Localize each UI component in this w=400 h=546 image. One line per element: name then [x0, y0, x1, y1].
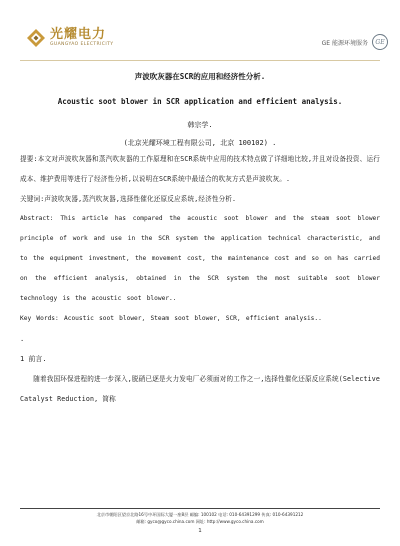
- logo-mark-icon: [26, 28, 46, 48]
- partner-text: GE 能源环境服务: [321, 39, 368, 47]
- keywords-cn-text: 声波吹灰器,蒸汽吹灰器,选择性催化还原反应系统,经济性分析.: [44, 195, 237, 203]
- keywords-en: [20, 309, 380, 329]
- article-body: [20, 70, 380, 409]
- section-1-heading: 1 前言.: [20, 355, 47, 363]
- article-title-cn: 声波吹灰器在SCR的应用和经济性分析.: [134, 72, 266, 81]
- blank-paragraph-mark: .: [20, 335, 25, 343]
- abstract-en-text: This article has compared the acoustic soot blower and the steam soot blower principle of work and use in the SCR system the application technical characteristic, and to the equipment investment, the movement cost, the maintenance cost and so on has carried on the efficient analysis, obtained in the SCR system the most suitable soot blower technology is the acoustic soot blower..: [20, 215, 380, 302]
- keywords-en-text: Acoustic soot blower, Steam soot blower, SCR, efficient analysis..: [64, 315, 322, 322]
- abstract-en-label: Abstract:: [20, 215, 54, 222]
- article-title-en: Acoustic soot blower in SCR application and efficient analysis.: [57, 97, 343, 106]
- abstract-cn-label: 提要:: [20, 155, 38, 163]
- page-footer: [20, 508, 380, 525]
- section-1-text: 随着我国环保进程的进一步深入,脱硝已逐是火力发电厂必须面对的工作之一,选择性催化还原反应系统(Selective Catalyst Reduction, 简称: [20, 375, 380, 403]
- header-divider: [20, 60, 380, 61]
- keywords-cn: [20, 189, 380, 209]
- footer-address: 北京市朝阳区望京北路16号中环国际大厦一座8层 邮编: 100102 电话: 010-64391299 传真: 010-64391212: [96, 512, 304, 517]
- logo-chinese-name: 光耀电力: [50, 27, 107, 42]
- ge-logo-icon: GE: [372, 34, 388, 50]
- article-affiliation: (北京光耀环境工程有限公司, 北京 100102) .: [123, 139, 277, 147]
- abstract-cn-text: 本文对声波吹灰器和蒸汽吹灰器的工作原理和在SCR系统中应用的技术特点做了详细地比较,并且对设备投资、运行成本、维护费用等进行了经济性分析,以说明在SCR系统中最适合的吹灰方式是声波吹灰。.: [20, 155, 380, 183]
- page-header: [0, 0, 400, 62]
- article-author: 韩宗学.: [187, 121, 213, 129]
- footer-contact: 邮箱: gyco@gyco.china.com 网址: http://www.gyco.china.com: [136, 519, 264, 524]
- abstract-en: [20, 209, 380, 309]
- partner-brand: [322, 34, 388, 50]
- keywords-en-label: Key Words:: [20, 315, 59, 322]
- page-number: 1: [198, 528, 202, 534]
- abstract-cn: [20, 149, 380, 189]
- company-logo: [26, 28, 113, 48]
- logo-english-name: GUANGYAO ELECTRICITY: [50, 42, 114, 47]
- keywords-cn-label: 关键词:: [20, 195, 45, 203]
